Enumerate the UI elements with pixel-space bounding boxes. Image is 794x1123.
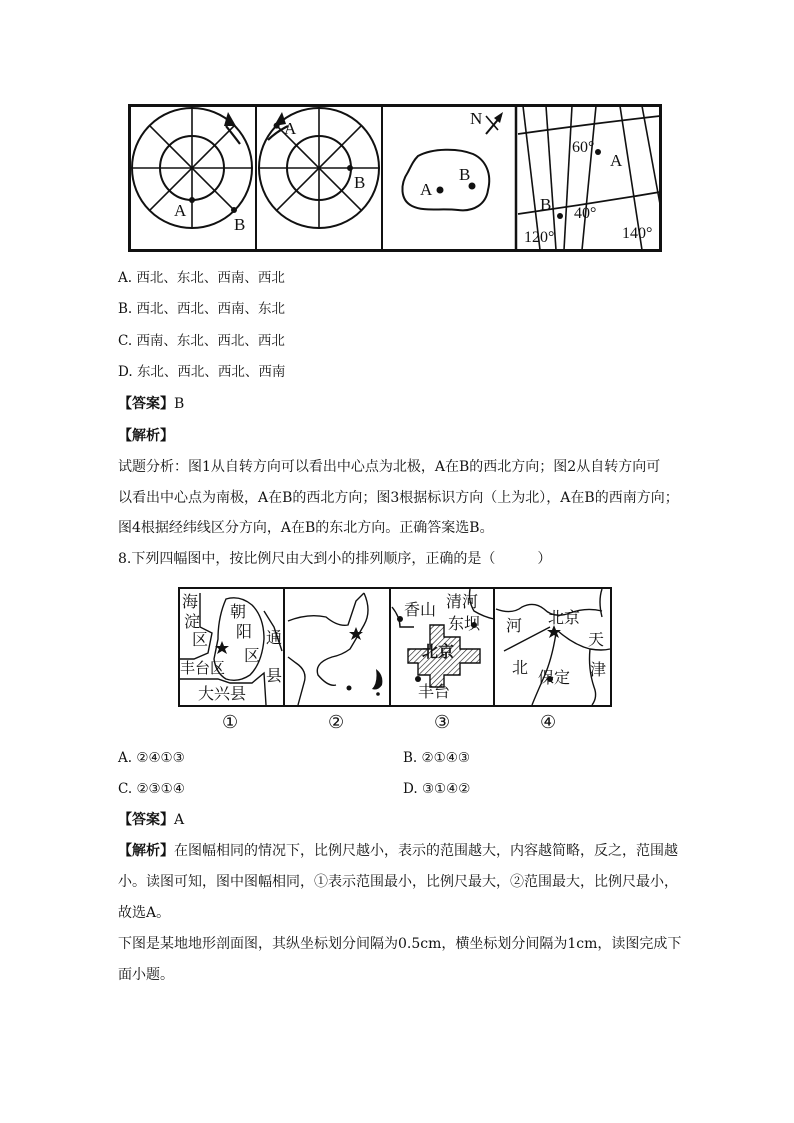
map1-label-yang: 阳 bbox=[236, 624, 253, 641]
map4-label-jin: 津 bbox=[590, 662, 607, 679]
q8-option-b bbox=[403, 748, 470, 768]
panel3-label-a: A bbox=[420, 180, 433, 199]
q8-question: 8.下列四幅图中，按比例尺由大到小的排列顺序，正确的是（ ） bbox=[118, 551, 552, 567]
map-number-2: ② bbox=[328, 712, 345, 732]
q8-analysis-line-1 bbox=[118, 841, 678, 861]
map3-label-fengtai: 丰台 bbox=[418, 684, 451, 701]
q7-option-a bbox=[118, 268, 285, 288]
panel3-label-b: B bbox=[459, 165, 471, 184]
q7-analysis-line-2: 以看出中心点为南极，A在B的西北方向；图3根据标识方向（上为北），A在B的西南方向； bbox=[118, 490, 679, 506]
q8-option-d bbox=[403, 779, 470, 799]
scale-maps-figure bbox=[178, 587, 612, 735]
map-4-north-china bbox=[496, 589, 610, 705]
intro-line-2: 面小题。 bbox=[118, 967, 174, 983]
option-text: 西南、东北、西北、西北 bbox=[136, 333, 285, 349]
map1-label-fengtai: 丰台区 bbox=[180, 661, 226, 677]
map-2-region bbox=[288, 593, 382, 705]
option-label: B. bbox=[118, 301, 133, 317]
panel-1-polar-map bbox=[132, 108, 252, 234]
map4-label-beijing: 北京 bbox=[548, 610, 581, 627]
panel2-label-a: A bbox=[284, 119, 297, 138]
north-label: N bbox=[470, 109, 483, 128]
option-text: 西北、西北、西南、东北 bbox=[136, 301, 286, 317]
map1-label-qu2: 区 bbox=[244, 648, 261, 665]
lon-140-label: 140° bbox=[622, 225, 653, 242]
option-label: A. bbox=[118, 270, 133, 286]
map1-label-xian: 县 bbox=[266, 668, 283, 685]
panel1-label-b: B bbox=[234, 215, 246, 234]
q7-answer bbox=[118, 394, 184, 414]
panel-2-polar-map bbox=[259, 108, 379, 228]
map3-label-dongba: 东坝 bbox=[448, 616, 481, 633]
map3-label-xiangshan: 香山 bbox=[404, 602, 437, 619]
map3-label-qinghe: 清河 bbox=[446, 594, 479, 611]
q7-option-b bbox=[118, 299, 285, 319]
map1-label-qu1: 区 bbox=[192, 632, 209, 649]
option-text: ②①④③ bbox=[421, 750, 470, 766]
analysis-tag: 【解析】 bbox=[118, 843, 174, 859]
q7-analysis-tag: 【解析】 bbox=[118, 428, 174, 444]
intro-line-1: 下图是某地地形剖面图，其纵坐标划分间隔为0.5cm，横坐标划分间隔为1cm，读图完成下 bbox=[118, 936, 682, 952]
answer-tag: 【答案】 bbox=[118, 396, 174, 412]
answer-value: A bbox=[174, 812, 185, 828]
option-label: D. bbox=[118, 364, 133, 380]
direction-figure bbox=[128, 104, 662, 252]
q8-analysis-line-3: 故选A。 bbox=[118, 905, 171, 921]
analysis-text: 在图幅相同的情况下，比例尺越小，表示的范围越大，内容越简略，反之，范围越 bbox=[174, 843, 678, 859]
q7-analysis-line-1: 试题分析：图1从自转方向可以看出中心点为北极，A在B的西北方向；图2从自转方向可 bbox=[118, 459, 661, 475]
lat-60-label: 60° bbox=[572, 139, 595, 156]
map4-label-he: 河 bbox=[506, 618, 523, 635]
option-label: C. bbox=[118, 333, 133, 349]
option-label: B. bbox=[403, 750, 418, 766]
option-label: A. bbox=[118, 750, 133, 766]
map1-label-hai: 海 bbox=[182, 594, 199, 611]
answer-value: B bbox=[174, 396, 185, 412]
map1-label-chao: 朝 bbox=[230, 604, 247, 621]
q7-option-d bbox=[118, 362, 285, 382]
map-number-3: ③ bbox=[434, 712, 451, 732]
q8-option-c bbox=[118, 779, 185, 799]
option-label: D. bbox=[403, 781, 418, 797]
q8-answer bbox=[118, 810, 184, 830]
option-text: ③①④② bbox=[421, 781, 471, 797]
lat-40-label: 40° bbox=[574, 205, 597, 222]
map1-label-daxing: 大兴县 bbox=[198, 686, 247, 703]
panel-3-island-map bbox=[402, 109, 503, 210]
map1-label-tong: 通 bbox=[266, 630, 283, 647]
panel2-label-b: B bbox=[354, 173, 366, 192]
map-number-1: ① bbox=[222, 712, 239, 732]
option-text: 西北、东北、西南、西北 bbox=[136, 270, 285, 286]
map4-label-baoding: 保定 bbox=[538, 670, 571, 687]
q7-analysis-line-3: 图4根据经纬线区分方向，A在B的东北方向。正确答案选B。 bbox=[118, 520, 494, 536]
panel4-label-b: B bbox=[540, 195, 552, 214]
answer-tag: 【答案】 bbox=[118, 812, 174, 828]
q8-option-a bbox=[118, 748, 185, 768]
option-text: ②③①④ bbox=[136, 781, 185, 797]
map4-label-tian: 天 bbox=[588, 632, 605, 649]
q7-option-c bbox=[118, 331, 285, 351]
panel1-label-a: A bbox=[174, 201, 187, 220]
option-label: C. bbox=[118, 781, 133, 797]
q8-analysis-line-2: 小。读图可知，图中图幅相同，①表示范围最小，比例尺最大，②范围最大，比例尺最小， bbox=[118, 874, 678, 890]
map1-label-dian: 淀 bbox=[184, 614, 201, 631]
map-1-districts bbox=[180, 593, 282, 705]
panel-4-graticule-map bbox=[518, 106, 660, 250]
option-text: ②④①③ bbox=[136, 750, 185, 766]
map3-label-beijing: 北京 bbox=[422, 644, 455, 661]
panel4-label-a: A bbox=[610, 151, 623, 170]
option-text: 东北、西北、西北、西南 bbox=[136, 364, 286, 380]
map-3-beijing bbox=[392, 589, 494, 701]
map4-label-bei: 北 bbox=[512, 660, 529, 677]
map-number-4: ④ bbox=[540, 712, 557, 732]
lon-120-label: 120° bbox=[524, 229, 555, 246]
